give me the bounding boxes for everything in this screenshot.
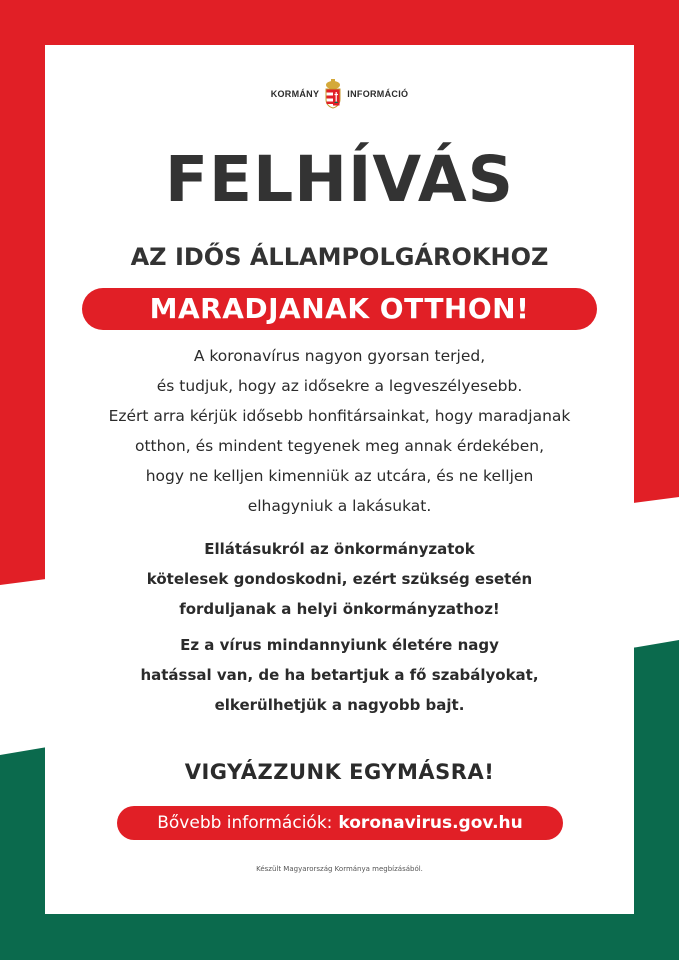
- virus-paragraph: [65, 630, 614, 720]
- intro-line: otthon, és mindent tegyenek meg annak érdekében,: [134, 437, 545, 455]
- intro-line: A koronavírus nagyon gyorsan terjed,: [193, 347, 486, 365]
- intro-line: és tudjuk, hogy az idősekre a legveszélyesebb.: [156, 377, 523, 395]
- virus-line: elkerülhetjük a nagyobb bajt.: [214, 696, 465, 714]
- care-line: forduljanak a helyi önkormányzathoz!: [179, 600, 500, 618]
- more-info-pill: [117, 806, 563, 840]
- government-logo: [45, 79, 634, 109]
- intro-line: Ezért arra kérjük idősebb honfitársainkat, hogy maradjanak: [108, 407, 571, 425]
- poster-card: [45, 45, 634, 914]
- virus-line: hatással van, de ha betartjuk a fő szabályokat,: [140, 666, 539, 684]
- care-line: Ellátásukról az önkormányzatok: [204, 540, 475, 558]
- more-info-url-link[interactable]: koronavirus.gov.hu: [338, 813, 523, 833]
- intro-line: hogy ne kelljen kimenniük az utcára, és ne kelljen: [145, 467, 534, 485]
- care-line: kötelesek gondoskodni, ezért szükség esetén: [146, 570, 533, 588]
- logo-right-text: INFORMÁCIÓ: [347, 89, 409, 99]
- stay-home-banner: MARADJANAK OTTHON!: [82, 288, 597, 330]
- page-title: FELHÍVÁS: [165, 143, 514, 216]
- virus-line: Ez a vírus mindannyiunk életére nagy: [180, 636, 499, 654]
- footer-credit: Készült Magyarország Kormánya megbízásából.: [256, 865, 423, 873]
- more-info-label: Bővebb információk:: [157, 813, 333, 833]
- intro-paragraph: [65, 341, 614, 521]
- intro-line: elhagyniuk a lakásukat.: [247, 497, 432, 515]
- page-subtitle: AZ IDŐS ÁLLAMPOLGÁROKHOZ: [130, 243, 549, 271]
- slogan: VIGYÁZZUNK EGYMÁSRA!: [184, 760, 495, 784]
- hungarian-coat-of-arms-icon: [323, 79, 343, 109]
- care-paragraph: [65, 534, 614, 624]
- logo-left-text: KORMÁNY: [270, 89, 320, 99]
